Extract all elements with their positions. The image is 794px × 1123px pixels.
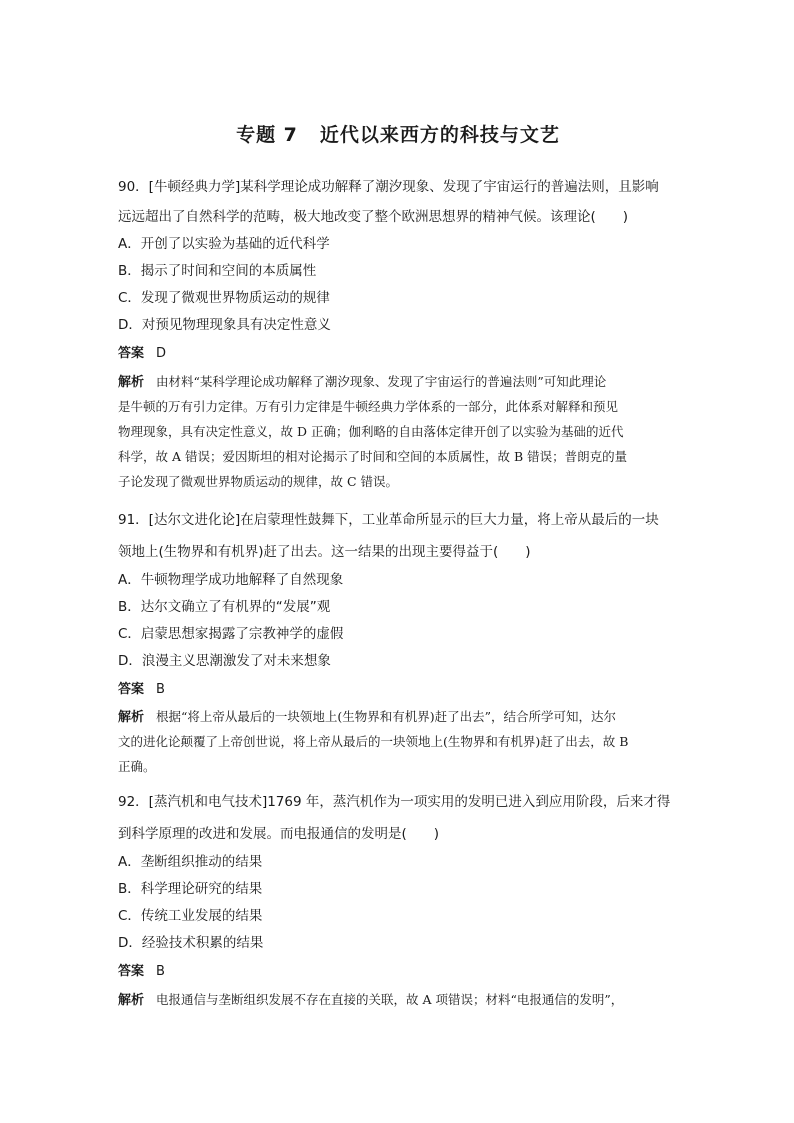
explanation-line: 是牛顿的万有引力定律。万有引力定律是牛顿经典力学体系的一部分，此体系对解释和预见 bbox=[118, 399, 619, 414]
answer-value: D bbox=[156, 346, 167, 361]
explanation-line: 子论发现了微观世界物质运动的规律，故 C 错误。 bbox=[118, 474, 399, 489]
question-stem-line: 到科学原理的改进和发展。而电报通信的发明是( ) bbox=[118, 826, 440, 842]
option-b: B．科学理论研究的结果 bbox=[118, 881, 263, 897]
question-stem-line: 90．[牛顿经典力学]某科学理论成功解释了潮汐现象、发现了宇宙运行的普遍法则，且影响 bbox=[118, 179, 659, 195]
answer-92 bbox=[118, 962, 678, 982]
option-d: D．经验技术积累的结果 bbox=[118, 935, 264, 951]
explanation-line bbox=[118, 372, 678, 392]
option-a: A．牛顿物理学成功地解释了自然现象 bbox=[118, 572, 344, 588]
explanation-91 bbox=[118, 707, 678, 777]
explanation-line: 正确。 bbox=[118, 759, 156, 774]
options-90 bbox=[118, 234, 678, 335]
question-91-cont bbox=[118, 542, 678, 562]
explanation-line: 物理现象，具有决定性意义，故 D 正确；伽利略的自由落体定律开创了以实验为基础的近代 bbox=[118, 424, 624, 439]
option-c: C．发现了微观世界物质运动的规律 bbox=[118, 290, 330, 306]
option-b: B．达尔文确立了有机界的“发展”观 bbox=[118, 599, 331, 615]
explanation-90 bbox=[118, 372, 678, 492]
option-c: C．传统工业发展的结果 bbox=[118, 908, 263, 924]
option-a: A．开创了以实验为基础的近代科学 bbox=[118, 236, 330, 252]
explanation-line: 科学，故 A 错误；爱因斯坦的相对论揭示了时间和空间的本质属性，故 B 错误；普朗克的量 bbox=[118, 449, 628, 464]
answer-value: B bbox=[156, 682, 165, 697]
explanation-label: 解析 bbox=[118, 375, 145, 390]
explanation-line bbox=[118, 990, 678, 1010]
explanation-92 bbox=[118, 990, 678, 1010]
answer-90 bbox=[118, 344, 678, 364]
options-92 bbox=[118, 852, 678, 953]
option-d: D．浪漫主义思潮激发了对未来想象 bbox=[118, 653, 331, 669]
question-stem-line: 领地上(生物界和有机界)赶了出去。这一结果的出现主要得益于( ) bbox=[118, 544, 531, 560]
explanation-label: 解析 bbox=[118, 993, 145, 1008]
question-stem-line: 远远超出了自然科学的范畴，极大地改变了整个欧洲思想界的精神气候。该理论( ) bbox=[118, 209, 629, 225]
answer-label: 答案 bbox=[118, 346, 145, 361]
options-91 bbox=[118, 570, 678, 671]
explanation-label: 解析 bbox=[118, 710, 145, 725]
answer-label: 答案 bbox=[118, 682, 145, 697]
page-title bbox=[118, 120, 678, 147]
option-a: A．垄断组织推动的结果 bbox=[118, 854, 263, 870]
option-d: D．对预见物理现象具有决定性意义 bbox=[118, 317, 331, 333]
title-prefix: 专题 7 bbox=[236, 124, 298, 146]
explanation-text: 由材料“某科学理论成功解释了潮汐现象、发现了宇宙运行的普遍法则”可知此理论 bbox=[156, 374, 607, 389]
explanation-line: 文的进化论颠覆了上帝创世说，将上帝从最后的一块领地上(生物界和有机界)赶了出去，故 B bbox=[118, 734, 629, 749]
question-stem-line: 92．[蒸汽机和电气技术]1769 年，蒸汽机作为一项实用的发明已进入到应用阶段，后来才得 bbox=[118, 794, 671, 810]
explanation-text: 根据“将上帝从最后的一块领地上(生物界和有机界)赶了出去”，结合所学可知，达尔 bbox=[156, 709, 617, 724]
question-90-cont bbox=[118, 207, 678, 227]
answer-91 bbox=[118, 680, 678, 700]
question-90 bbox=[118, 177, 678, 197]
option-b: B．揭示了时间和空间的本质属性 bbox=[118, 263, 317, 279]
answer-value: B bbox=[156, 964, 165, 979]
explanation-line bbox=[118, 707, 678, 727]
explanation-text: 电报通信与垄断组织发展不存在直接的关联，故 A 项错误；材料“电报通信的发明”， bbox=[156, 992, 624, 1007]
answer-label: 答案 bbox=[118, 964, 145, 979]
question-92 bbox=[118, 792, 678, 812]
title-text: 近代以来西方的科技与文艺 bbox=[319, 124, 560, 146]
question-91 bbox=[118, 510, 678, 530]
option-c: C．启蒙思想家揭露了宗教神学的虚假 bbox=[118, 626, 344, 642]
question-stem-line: 91．[达尔文进化论]在启蒙理性鼓舞下，工业革命所显示的巨大力量，将上帝从最后的一块 bbox=[118, 512, 659, 528]
question-92-cont bbox=[118, 824, 678, 844]
